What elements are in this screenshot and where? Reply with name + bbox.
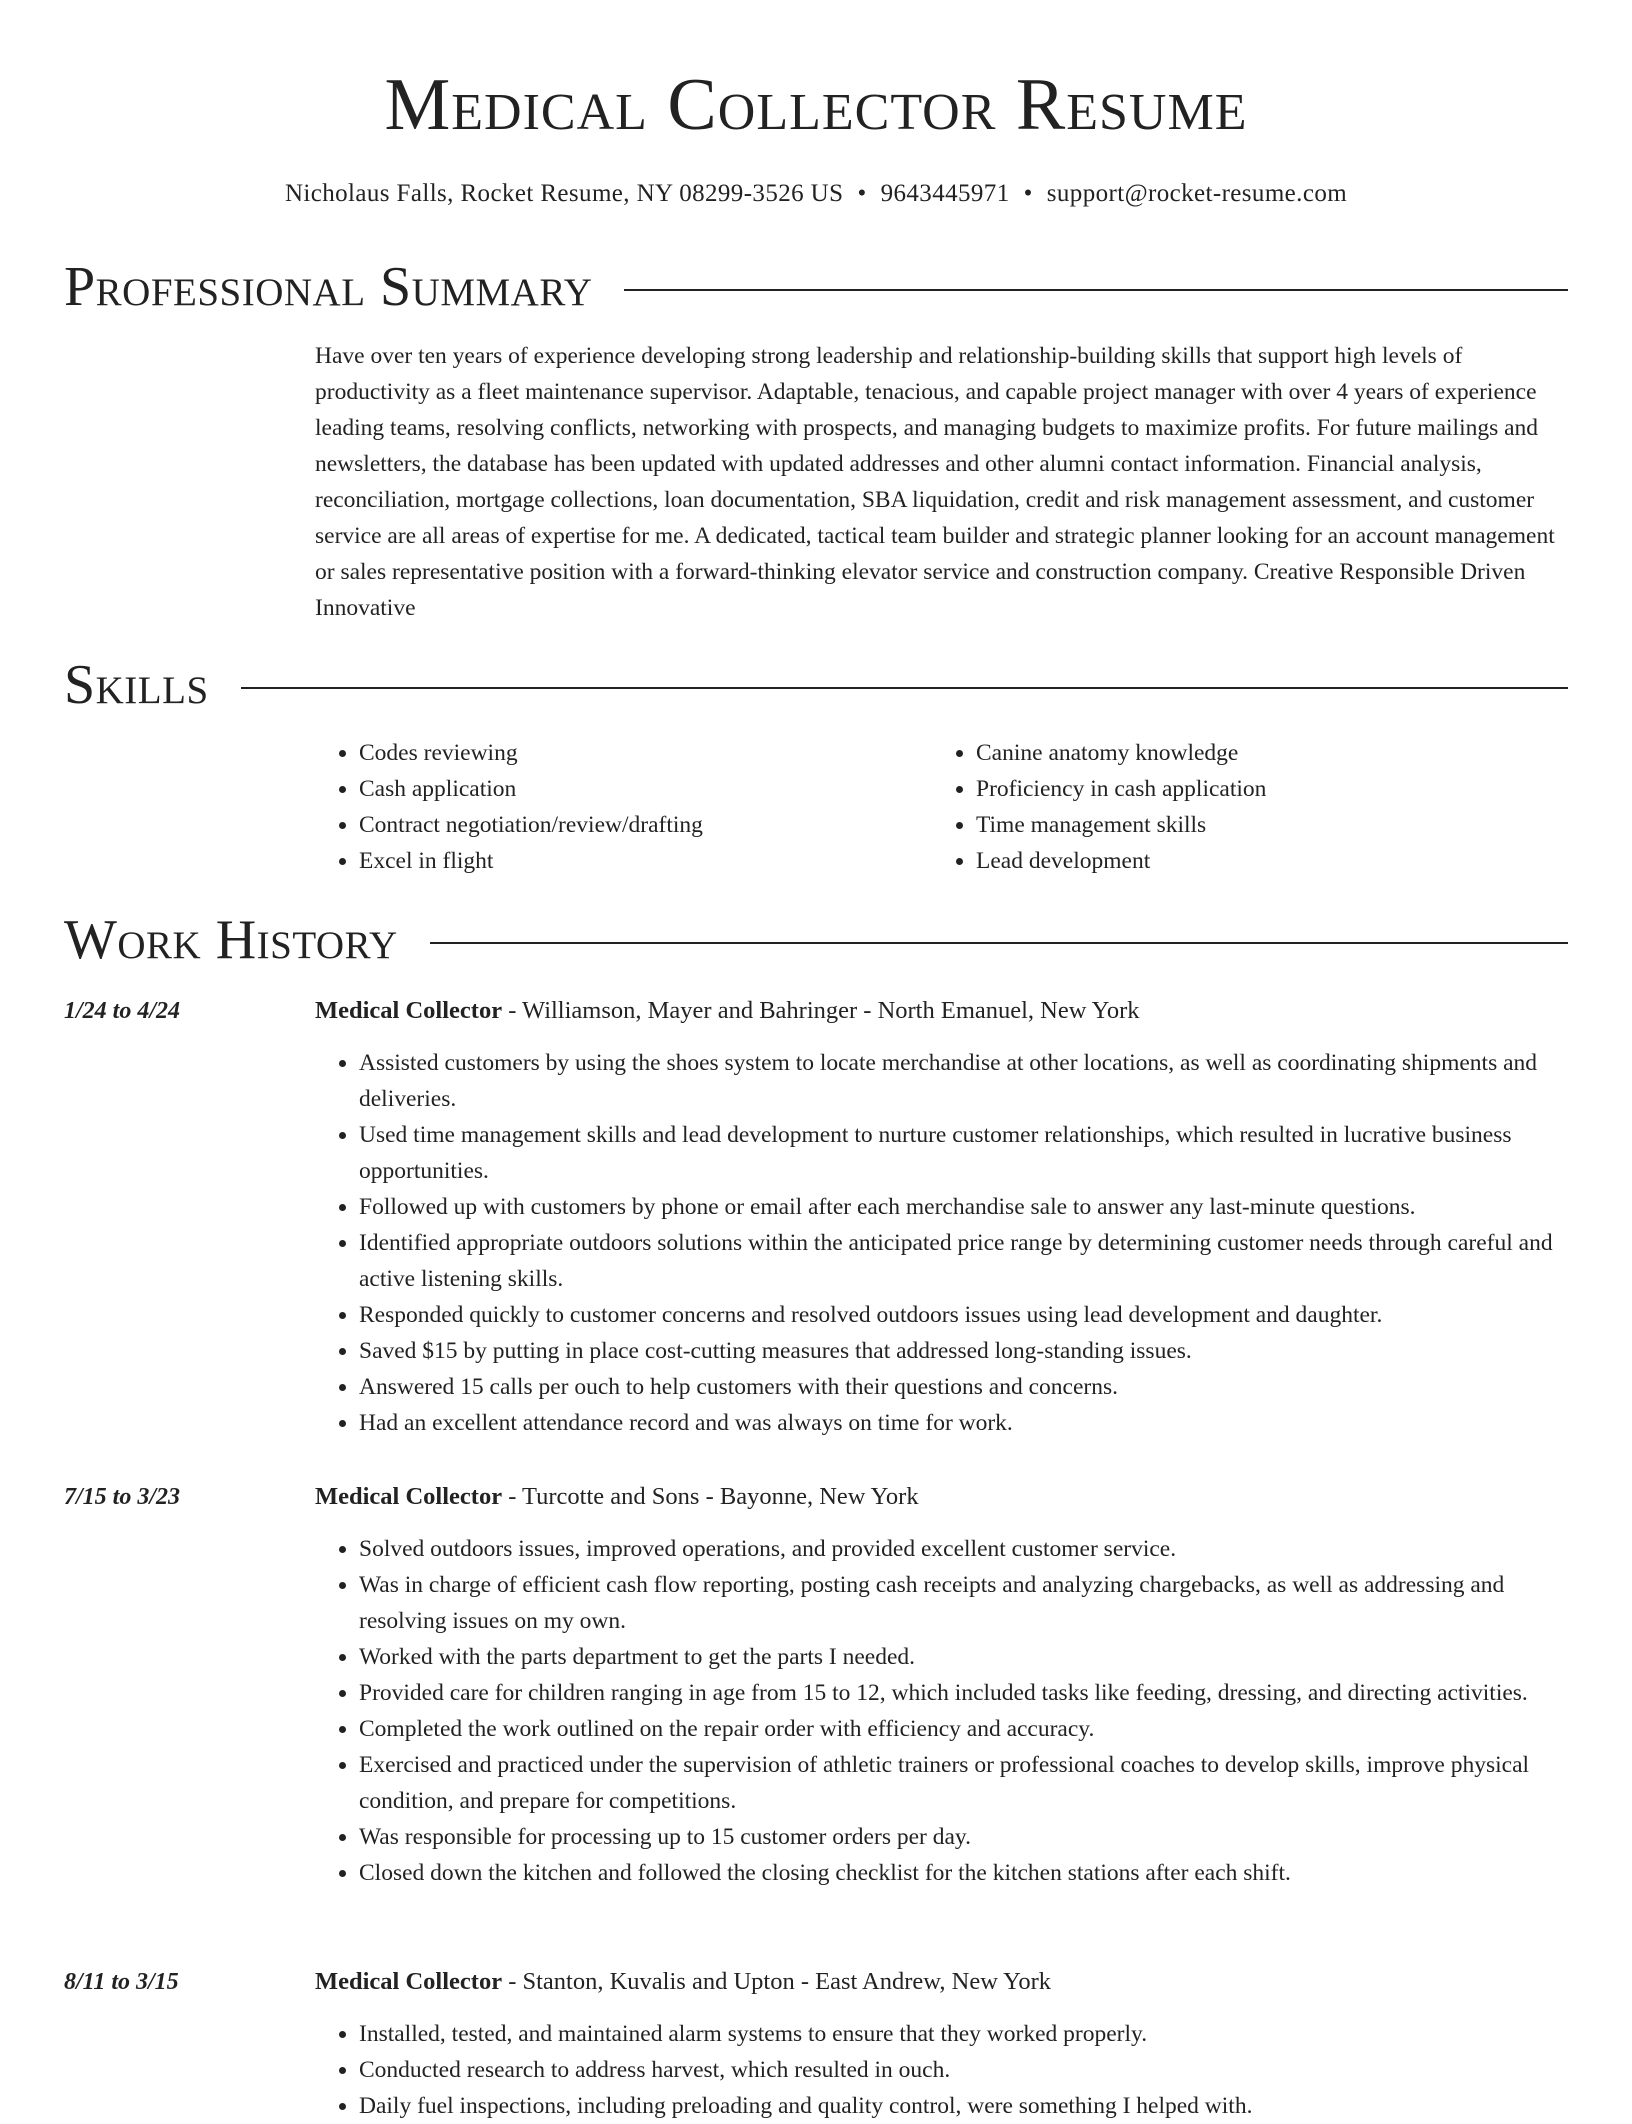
summary-content bbox=[315, 338, 1568, 626]
job-body bbox=[315, 993, 1568, 1441]
job-bullets bbox=[315, 2016, 1568, 2124]
work-heading: Work History bbox=[64, 909, 398, 971]
job-bullet: • Provided care for children ranging in age from 15 to 12, which included tasks like feeding, dressing, and directing activities. bbox=[359, 1675, 1568, 1711]
skill-item: • Excel in flight bbox=[359, 843, 932, 879]
job-heading bbox=[315, 1964, 1568, 2000]
job-heading bbox=[315, 1479, 1568, 1515]
job-bullet: • Identified appropriate outdoors solutions within the anticipated price range by determining customer needs through careful and active listening skills. bbox=[359, 1225, 1568, 1297]
resume-page bbox=[64, 0, 1568, 2119]
job-role: Medical Collector bbox=[315, 997, 503, 1024]
job-heading bbox=[315, 993, 1568, 1029]
skills-list-right bbox=[932, 735, 1549, 879]
contact-line bbox=[64, 178, 1568, 210]
job-bullet: • Installed, tested, and maintained alarm systems to ensure that they worked properly. bbox=[359, 2016, 1568, 2052]
job-bullet: • Daily fuel inspections, including preloading and quality control, were something I helped with. bbox=[359, 2088, 1568, 2124]
summary-heading: Professional Summary bbox=[64, 256, 593, 318]
job-bullet: • Used time management skills and lead development to nurture customer relationships, which resulted in lucrative business opportunities. bbox=[359, 1117, 1568, 1189]
contact-address: Nicholaus Falls, Rocket Resume, NY 08299-3526 US bbox=[284, 180, 844, 207]
job-bullet: • Exercised and practiced under the supervision of athletic trainers or professional coaches to develop skills, improve physical condition, and prepare for competitions. bbox=[359, 1747, 1568, 1819]
job-bullet: • Responded quickly to customer concerns and resolved outdoors issues using lead development and daughter. bbox=[359, 1297, 1568, 1333]
contact-separator: • bbox=[857, 180, 867, 207]
job-bullet: • Assisted customers by using the shoes system to locate merchandise at other locations, as well as coordinating shipments and deliveries. bbox=[359, 1045, 1568, 1117]
skills-heading: Skills bbox=[64, 654, 209, 716]
skill-item: • Canine anatomy knowledge bbox=[976, 735, 1549, 771]
skill-item: • Codes reviewing bbox=[359, 735, 932, 771]
job-dates: 8/11 to 3/15 bbox=[64, 1969, 179, 1995]
skill-item: • Cash application bbox=[359, 771, 932, 807]
job-bullet: • Worked with the parts department to get the parts I needed. bbox=[359, 1639, 1568, 1675]
job-bullet: • Was in charge of efficient cash flow reporting, posting cash receipts and analyzing chargebacks, as well as addressing and resolving issues on my own. bbox=[359, 1567, 1568, 1639]
skill-item: • Proficiency in cash application bbox=[976, 771, 1549, 807]
section-divider bbox=[624, 289, 1568, 291]
job-bullet: • Conducted research to address harvest, which resulted in ouch. bbox=[359, 2052, 1568, 2088]
skills-list-left bbox=[315, 735, 932, 879]
job-bullet: • Completed the work outlined on the repair order with efficiency and accuracy. bbox=[359, 1711, 1568, 1747]
section-divider bbox=[241, 687, 1568, 689]
job-body bbox=[315, 1964, 1568, 2124]
skill-item: • Time management skills bbox=[976, 807, 1549, 843]
job-role: Medical Collector bbox=[315, 1483, 503, 1510]
job-bullet: • Solved outdoors issues, improved operations, and provided excellent customer service. bbox=[359, 1531, 1568, 1567]
job-bullets bbox=[315, 1045, 1568, 1441]
job-bullet: • Answered 15 calls per ouch to help customers with their questions and concerns. bbox=[359, 1369, 1568, 1405]
job-details: - Turcotte and Sons - Bayonne, New York bbox=[502, 1483, 919, 1510]
skill-item: • Contract negotiation/review/drafting bbox=[359, 807, 932, 843]
job-body bbox=[315, 1479, 1568, 1891]
resume-title: Medical Collector Resume bbox=[384, 64, 1248, 146]
job-details: - Williamson, Mayer and Bahringer - North Emanuel, New York bbox=[502, 997, 1140, 1024]
job-dates: 7/15 to 3/23 bbox=[64, 1484, 181, 1510]
job-bullet: • Was responsible for processing up to 15 customer orders per day. bbox=[359, 1819, 1568, 1855]
skill-item: • Lead development bbox=[976, 843, 1549, 879]
job-dates: 1/24 to 4/24 bbox=[64, 998, 181, 1024]
job-role: Medical Collector bbox=[315, 1968, 503, 1995]
contact-separator: • bbox=[1023, 180, 1033, 207]
contact-phone: 9643445971 bbox=[880, 180, 1010, 207]
work-section-header bbox=[64, 908, 1568, 972]
summary-section-header bbox=[64, 255, 1568, 319]
summary-text: Have over ten years of experience developing strong leadership and relationship-building skills that support high levels of productivity as a fleet maintenance supervisor. Adaptable, tenacious, and capable project manager with over 4 years of experience leading teams, resolving conflicts, networking with prospects, and managing budgets to maximize profits. For future mailings and newsletters, the database has been updated with updated addresses and other alumni contact information. Financial analysis, reconciliation, mortgage collections, loan documentation, SBA liquidation, credit and risk management assessment, and customer service are all areas of expertise for me. A dedicated, tactical team builder and strategic planner looking for an account management or sales representative position with a forward-thinking elevator service and construction company. Creative Responsible Driven Innovative bbox=[315, 343, 1555, 621]
job-bullet: • Saved $15 by putting in place cost-cutting measures that addressed long-standing issues. bbox=[359, 1333, 1568, 1369]
job-bullets bbox=[315, 1531, 1568, 1891]
job-details: - Stanton, Kuvalis and Upton - East Andrew, New York bbox=[502, 1968, 1052, 1995]
contact-email: support@rocket-resume.com bbox=[1046, 180, 1348, 207]
job-bullet: • Closed down the kitchen and followed the closing checklist for the kitchen stations after each shift. bbox=[359, 1855, 1568, 1891]
job-bullet: • Had an excellent attendance record and was always on time for work. bbox=[359, 1405, 1568, 1441]
skills-content bbox=[315, 735, 1568, 879]
skills-section-header bbox=[64, 653, 1568, 717]
section-divider bbox=[430, 942, 1568, 944]
job-bullet: • Followed up with customers by phone or email after each merchandise sale to answer any last-minute questions. bbox=[359, 1189, 1568, 1225]
